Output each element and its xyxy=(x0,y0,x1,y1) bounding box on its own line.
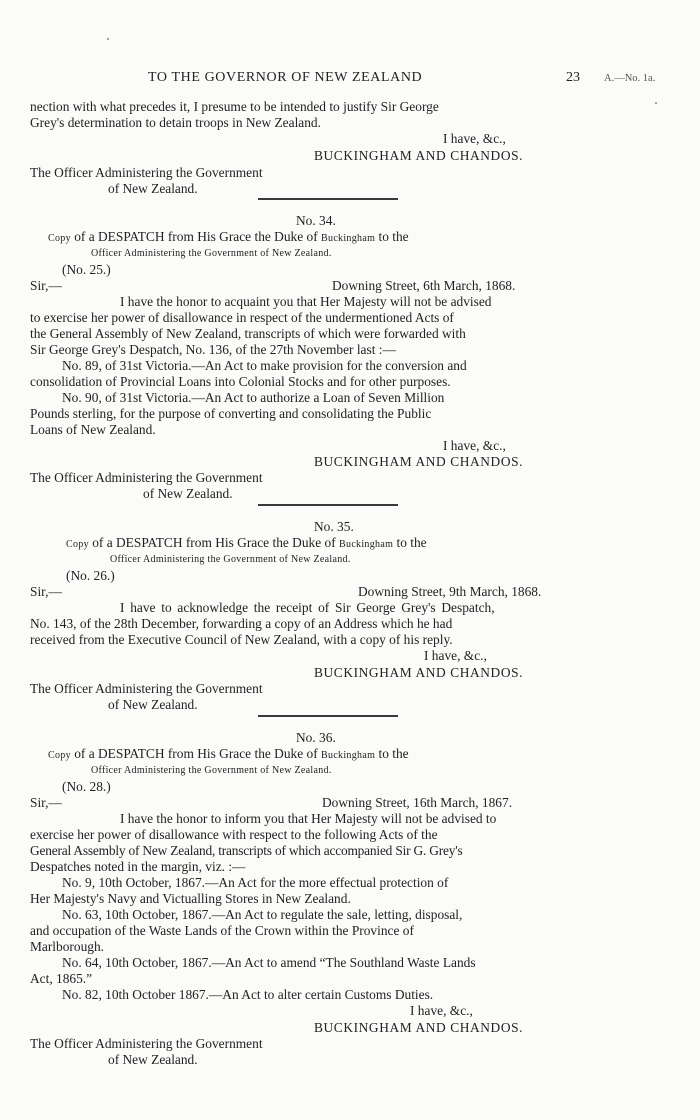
paper-speck xyxy=(107,38,109,40)
salutation: Sir,— xyxy=(30,795,62,810)
body-line: to exercise her power of disallowance in respect of the undermentioned Acts of xyxy=(30,310,454,325)
body-line: Sir George Grey's Despatch, No. 136, of the 27th November last :— xyxy=(30,342,396,357)
body-line: No. 82, 10th October 1867.—An Act to alter certain Customs Duties. xyxy=(62,987,434,1002)
despatch-title: Copy of a DESPATCH from His Grace the Duke of Buckingham to the xyxy=(48,229,409,244)
addressee: of New Zealand. xyxy=(108,1052,198,1067)
despatch-number: No. 35. xyxy=(314,519,354,534)
salutation: Sir,— xyxy=(30,584,62,599)
despatch-number: No. 34. xyxy=(296,213,336,228)
salutation: Sir,— xyxy=(30,278,62,293)
body-line: Despatches noted in the margin, viz. :— xyxy=(30,859,246,874)
body-line: No. 63, 10th October, 1867.—An Act to regulate the sale, letting, disposal, xyxy=(62,907,463,922)
intro-line: nection with what precedes it, I presume to be intended to justify Sir George xyxy=(30,99,439,114)
addressee: The Officer Administering the Government xyxy=(30,681,263,696)
signature: BUCKINGHAM AND CHANDOS. xyxy=(314,665,524,680)
paper-speck xyxy=(655,102,657,104)
page-number: 23 xyxy=(566,70,580,85)
despatch-title: Copy of a DESPATCH from His Grace the Duke of Buckingham to the xyxy=(66,535,427,550)
despatch-recipient: Officer Administering the Government of New Zealand. xyxy=(110,554,351,565)
body-line: and occupation of the Waste Lands of the Crown within the Province of xyxy=(30,923,414,938)
despatch-recipient: Officer Administering the Government of New Zealand. xyxy=(91,248,332,259)
body-line: Loans of New Zealand. xyxy=(30,422,156,437)
section-divider xyxy=(258,198,398,200)
intro-line: Grey's determination to detain troops in New Zealand. xyxy=(30,115,321,130)
body-line: General Assembly of New Zealand, transcripts of which accompanied Sir G. Grey's xyxy=(30,843,463,858)
body-line: No. 89, of 31st Victoria.—An Act to make provision for the conversion and xyxy=(62,358,467,373)
body-line: No. 9, 10th October, 1867.—An Act for the more effectual protection of xyxy=(62,875,449,890)
despatch-recipient: Officer Administering the Government of New Zealand. xyxy=(91,765,332,776)
despatch-ref: (No. 26.) xyxy=(66,568,115,583)
addressee: of New Zealand. xyxy=(108,697,198,712)
body-line: No. 90, of 31st Victoria.—An Act to authorize a Loan of Seven Million xyxy=(62,390,445,405)
addressee: of New Zealand. xyxy=(143,486,233,501)
section-divider xyxy=(258,504,398,506)
closing: I have, &c., xyxy=(410,1003,473,1018)
body-line: the General Assembly of New Zealand, transcripts of which were forwarded with xyxy=(30,326,466,341)
body-line: Pounds sterling, for the purpose of converting and consolidating the Public xyxy=(30,406,432,421)
body-line: I have the honor to acquaint you that Her Majesty will not be advised xyxy=(120,294,492,309)
place-date: Downing Street, 6th March, 1868. xyxy=(332,278,516,293)
closing: I have, &c., xyxy=(443,438,506,453)
document-reference: A.—No. 1a. xyxy=(604,73,656,84)
addressee: The Officer Administering the Government xyxy=(30,165,263,180)
body-line: Her Majesty's Navy and Victualling Stores in New Zealand. xyxy=(30,891,351,906)
body-line: No. 64, 10th October, 1867.—An Act to amend “The Southland Waste Lands xyxy=(62,955,476,970)
body-line: I have the honor to inform you that Her Majesty will not be advised to xyxy=(120,811,497,826)
closing: I have, &c., xyxy=(424,648,487,663)
closing: I have, &c., xyxy=(443,131,506,146)
despatch-ref: (No. 28.) xyxy=(62,779,111,794)
addressee: of New Zealand. xyxy=(108,181,198,196)
despatch-number: No. 36. xyxy=(296,730,336,745)
addressee: The Officer Administering the Government xyxy=(30,470,263,485)
running-header-title: TO THE GOVERNOR OF NEW ZEALAND xyxy=(148,70,423,85)
signature: BUCKINGHAM AND CHANDOS. xyxy=(314,148,524,163)
body-line: Act, 1865.” xyxy=(30,971,93,986)
signature: BUCKINGHAM AND CHANDOS. xyxy=(314,454,524,469)
body-line: received from the Executive Council of New Zealand, with a copy of his reply. xyxy=(30,632,453,647)
signature: BUCKINGHAM AND CHANDOS. xyxy=(314,1020,524,1035)
despatch-ref: (No. 25.) xyxy=(62,262,111,277)
body-line: consolidation of Provincial Loans into Colonial Stocks and for other purposes. xyxy=(30,374,451,389)
addressee: The Officer Administering the Government xyxy=(30,1036,263,1051)
body-line: exercise her power of disallowance with respect to the following Acts of the xyxy=(30,827,438,842)
body-line: No. 143, of the 28th December, forwarding a copy of an Address which he had xyxy=(30,616,453,631)
despatch-title: Copy of a DESPATCH from His Grace the Duke of Buckingham to the xyxy=(48,746,409,761)
body-line: I have to acknowledge the receipt of Sir George Grey's Despatch, xyxy=(120,600,495,615)
place-date: Downing Street, 16th March, 1867. xyxy=(322,795,513,810)
body-line: Marlborough. xyxy=(30,939,105,954)
section-divider xyxy=(258,715,398,717)
place-date: Downing Street, 9th March, 1868. xyxy=(358,584,542,599)
